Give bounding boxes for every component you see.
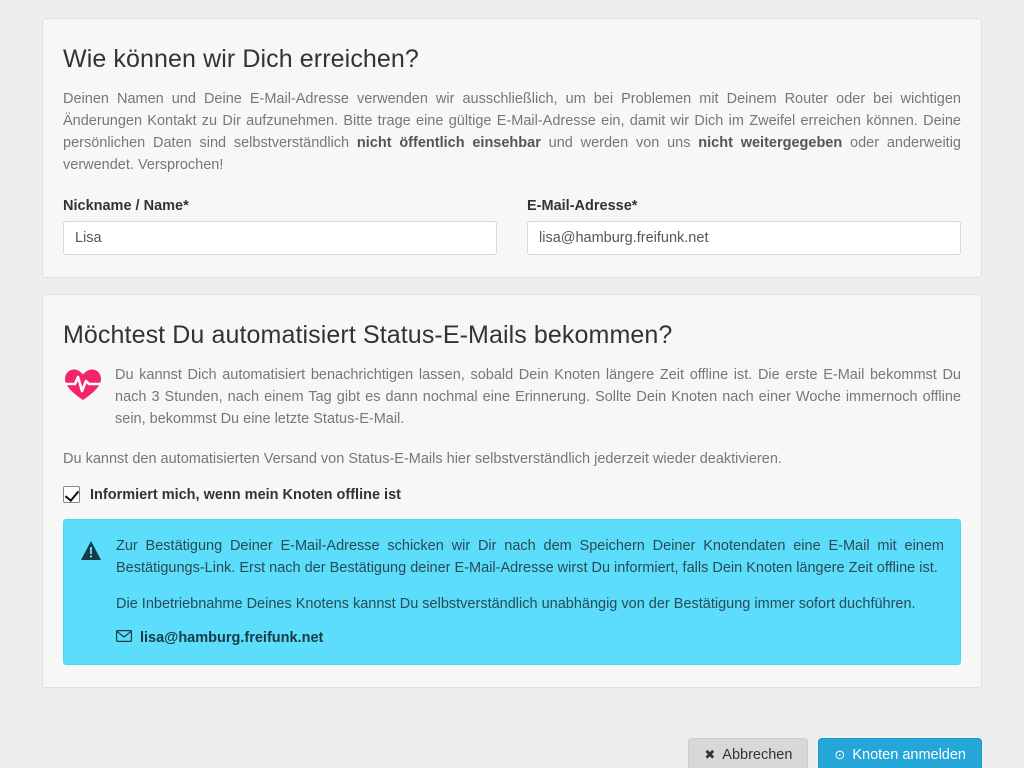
nickname-form-group bbox=[63, 198, 497, 255]
contact-intro-bold2: nicht weitergegeben bbox=[698, 135, 843, 152]
nickname-input[interactable] bbox=[63, 221, 497, 255]
submit-node-button-label: Knoten anmelden bbox=[852, 746, 966, 763]
cancel-button-label: Abbrechen bbox=[722, 746, 793, 763]
submit-node-button[interactable] bbox=[818, 738, 982, 768]
alert-paragraph-2: Die Inbetriebnahme Deines Knotens kannst Du selbstverständlich unabhängig von der Bestätigung immer sofort duchführen. bbox=[116, 595, 916, 612]
alert-body bbox=[116, 536, 944, 645]
contact-panel bbox=[42, 18, 982, 278]
contact-intro-bold1: nicht öffentlich einsehbar bbox=[356, 135, 541, 152]
email-confirmation-alert bbox=[63, 519, 961, 664]
heartbeat-icon bbox=[63, 368, 103, 402]
email-input[interactable] bbox=[527, 221, 961, 255]
close-icon: ✖ bbox=[704, 747, 716, 763]
status-description-row bbox=[63, 364, 961, 430]
contact-intro-part2: und werden von uns bbox=[540, 135, 699, 152]
contact-intro-part3: oder anderweitig verwendet. Versprochen! bbox=[63, 135, 961, 174]
nickname-label-text: Nickname / Name bbox=[63, 198, 184, 215]
offline-notify-checkbox-label[interactable]: Informiert mich, wenn mein Knoten offline ist bbox=[90, 486, 401, 503]
envelope-icon bbox=[116, 630, 132, 646]
contact-intro-text bbox=[63, 88, 961, 176]
status-section-title: Möchtest Du automatisiert Status-E-Mails bekommen? bbox=[63, 321, 673, 350]
alert-paragraph-1: Zur Bestätigung Deiner E-Mail-Adresse schicken wir Dir nach dem Speichern Deiner Knotendaten eine E-Mail mit einem Bestätigungs-Link. Erst nach der Bestätigung deiner E-Mail-Adresse wirst Du informiert, falls Dein Knoten längere Zeit offline ist. bbox=[116, 538, 944, 576]
status-note: Du kannst den automatisierten Versand von Status-E-Mails hier selbstverständlich jederzeit wieder deaktivieren. bbox=[63, 451, 782, 468]
status-mail-panel bbox=[42, 294, 982, 687]
page-title: Wie können wir Dich erreichen? bbox=[63, 45, 419, 73]
offline-notify-checkbox-row[interactable] bbox=[63, 486, 961, 503]
email-label-text: E-Mail-Adresse bbox=[527, 198, 632, 215]
nickname-required-marker: * bbox=[183, 198, 189, 215]
alert-mail-address: lisa@hamburg.freifunk.net bbox=[140, 629, 324, 646]
contact-intro-part1: Deinen Namen und Deine E-Mail-Adresse verwenden wir ausschließlich, um bei Problemen mit Deinem Router oder bei wichtigen Änderungen Kontakt zu Dir aufzunehmen. Bitte trage eine gültige E-Mail-Adresse ein, damit wir Dich im Zweifel erreichen können. Deine persönlichen Daten sind selbstverständlich bbox=[63, 91, 961, 152]
email-required-marker: * bbox=[631, 198, 638, 215]
page-root bbox=[0, 18, 1024, 768]
warning-icon bbox=[80, 540, 102, 562]
offline-notify-checkbox[interactable] bbox=[63, 486, 80, 503]
cancel-button[interactable] bbox=[688, 738, 808, 768]
status-description: Du kannst Dich automatisiert benachrichtigen lassen, sobald Dein Knoten längere Zeit offline ist. Die erste E-Mail bekommst Du nach 3 Stunden, nach einem Tag gibt es dann nochmal eine Erinnerung. Sollte Dein Knoten nach einer Woche immernoch offline sein, bekommst Du eine letzte Status-E-Mail. bbox=[115, 367, 961, 428]
email-form-group bbox=[527, 198, 961, 255]
nickname-label bbox=[63, 198, 497, 214]
email-label bbox=[527, 198, 961, 214]
contact-form-row bbox=[63, 198, 961, 255]
footer-actions bbox=[688, 738, 982, 768]
alert-mail-line bbox=[116, 630, 944, 646]
check-circle-icon: ⊙ bbox=[834, 747, 846, 763]
